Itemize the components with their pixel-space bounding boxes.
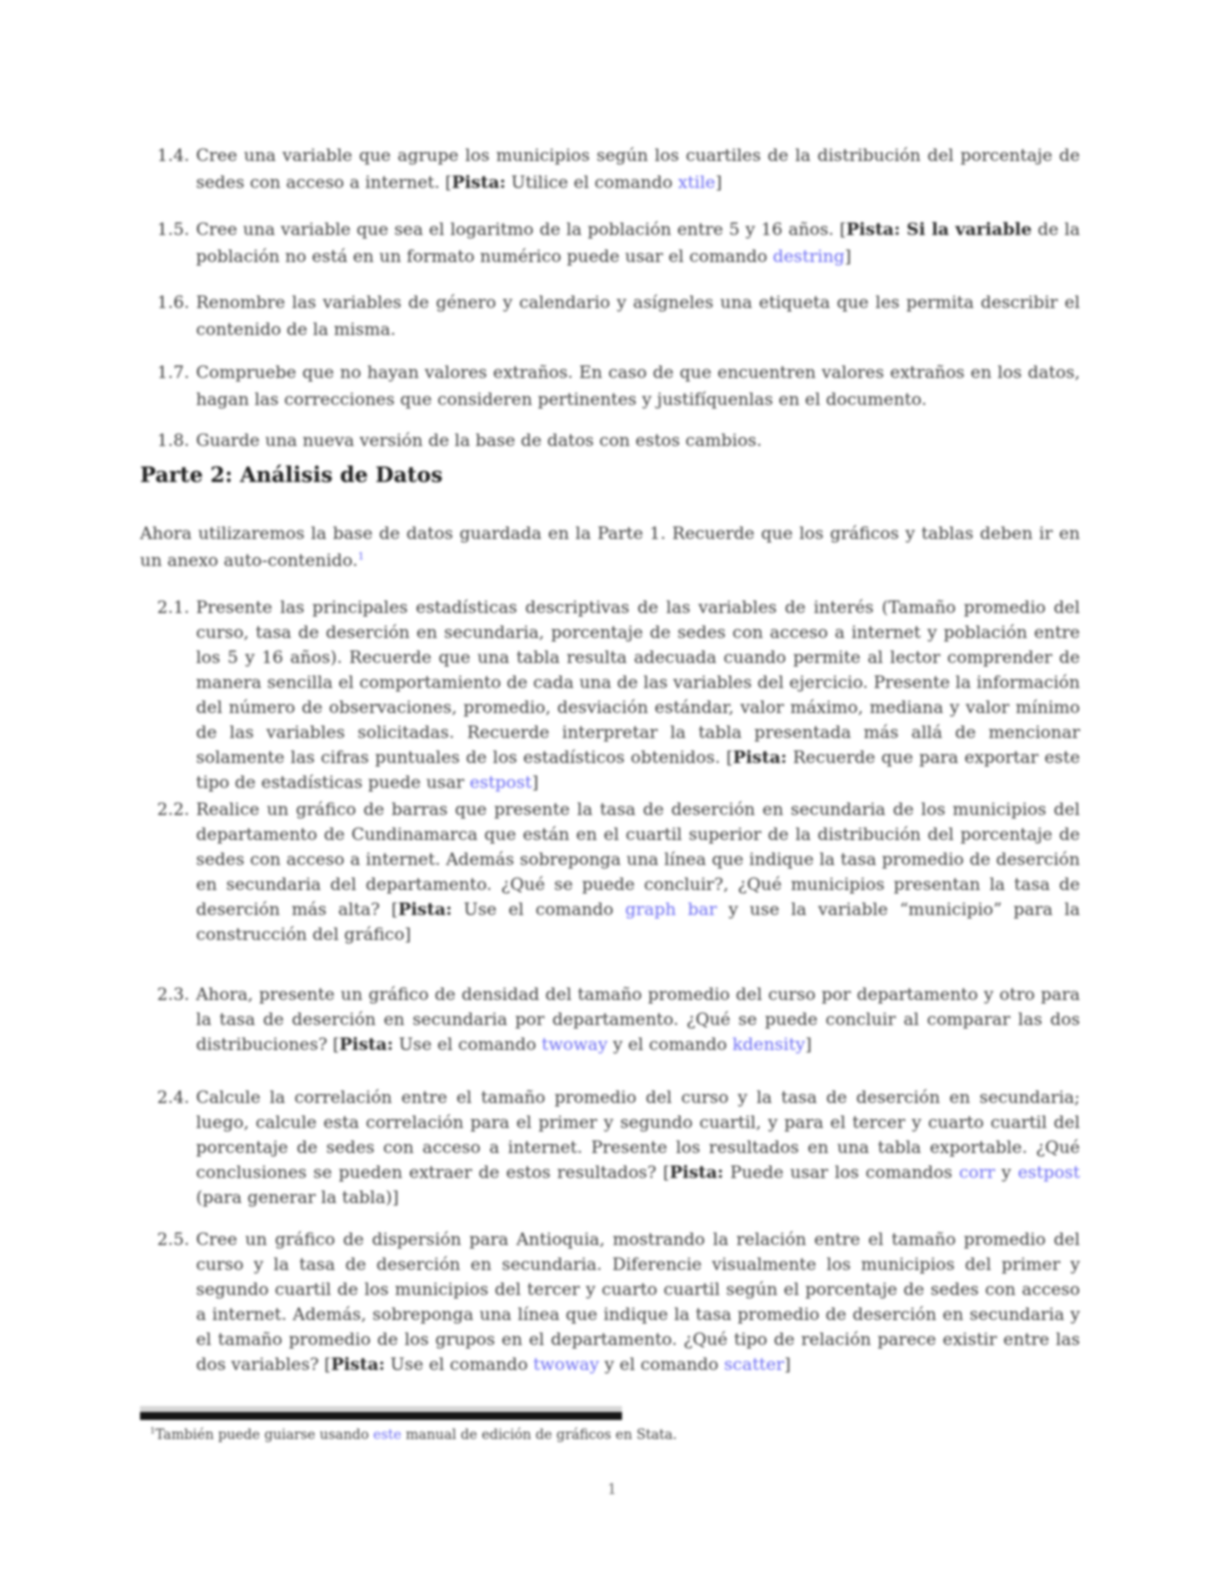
inline-link[interactable]: xtile xyxy=(678,173,716,193)
text-segment: ] xyxy=(531,773,539,793)
item-number: 2.2. xyxy=(157,800,190,820)
text-segment: Use el comando xyxy=(384,1355,534,1375)
inline-link[interactable]: estpost xyxy=(1017,1163,1080,1183)
inline-link[interactable]: estpost xyxy=(469,773,532,793)
text-segment: ] xyxy=(715,173,723,193)
text-segment: Pista: xyxy=(339,1035,394,1055)
text-segment: de la población no está en un formato numérico puede usar el comando xyxy=(196,220,1080,267)
item-text xyxy=(196,143,1080,197)
inline-link[interactable]: scatter xyxy=(723,1355,785,1375)
text-segment: Cree una variable que agrupe los municipios según los cuartiles de la distribución del porcentaje de sedes con acceso a internet. [ xyxy=(196,146,1080,193)
item-text xyxy=(196,290,1080,344)
text-segment: Cree un gráfico de dispersión para Antioquia, mostrando la relación entre el tamaño promedio del curso y la tasa de deserción en secundaria. Diferencie visualmente los municipios del primer y segundo cuartil de los municipios del tercer y cuarto cuartil según el porcentaje de sedes con acceso a internet. Además, sobreponga una línea que indique la tasa promedio de deserción en secundaria y el tamaño promedio de los grupos en el departamento. ¿Qué tipo de relación parece existir entre las dos variables? [ xyxy=(196,1230,1080,1375)
text-segment: Realice un gráfico de barras que presente la tasa de deserción en secundaria de los municipios del departamento de Cundinamarca que están en el cuartil superior de la distribución del porcentaje de sedes con acceso a internet. Además sobreponga una línea que indique la tasa promedio de deserción en secundaria del departamento. ¿Qué se puede concluir?, ¿Qué municipios presentan la tasa de deserción más alta? [ xyxy=(196,800,1080,920)
footnote-rule-bar xyxy=(140,1412,622,1420)
footnote xyxy=(140,1426,1080,1445)
inline-link[interactable]: twoway xyxy=(533,1355,600,1375)
text-segment: 1 xyxy=(150,1425,156,1436)
text-segment: y xyxy=(994,1163,1018,1183)
text-segment: Use el comando xyxy=(452,900,626,920)
item-text xyxy=(196,1228,1080,1378)
text-segment: ] xyxy=(844,247,852,267)
item-text xyxy=(196,1086,1080,1211)
intro-paragraph xyxy=(140,521,1080,575)
text-segment: Pista: xyxy=(398,900,453,920)
item-text xyxy=(196,596,1080,796)
assignment-item-2-3 xyxy=(140,983,1080,1058)
item-number: 2.1. xyxy=(157,598,190,618)
text-segment: Pista: xyxy=(732,748,787,768)
item-text xyxy=(196,217,1080,271)
assignment-item-1-5 xyxy=(140,217,1080,271)
inline-link[interactable]: destring xyxy=(772,247,845,267)
text-segment: Compruebe que no hayan valores extraños. En caso de que encuentren valores extraños en los datos, hagan las correcciones que consideren pertinentes y justifíquenlas en el documento. xyxy=(196,363,1080,410)
text-segment: Presente las principales estadísticas descriptivas de las variables de interés (Tamaño promedio del curso, tasa de deserción en secundaria, porcentaje de sedes con acceso a internet y población entre los 5 y 16 años). Recuerde que una tabla resulta adecuada cuando permite al lector comprender de manera sencilla el comportamiento de cada una de las variables del ejercicio. Presente la información del número de observaciones, promedio, desviación estándar, valor máximo, mediana y valor mínimo de las variables solicitadas. Recuerde interpretar la tabla presentada más allá de mencionar solamente las cifras puntuales de los estadísticos obtenidos. [ xyxy=(196,598,1080,768)
inline-link[interactable]: graph bar xyxy=(625,900,717,920)
text-segment: Pista: Si la variable xyxy=(846,220,1032,240)
item-number: 1.7. xyxy=(157,363,190,383)
item-number: 2.4. xyxy=(157,1088,190,1108)
text-segment: Utilice el comando xyxy=(505,173,679,193)
text-segment: Pista: xyxy=(330,1355,385,1375)
assignment-item-1-7 xyxy=(140,360,1080,414)
footnote-rule xyxy=(140,1406,622,1420)
text-segment: y el comando xyxy=(607,1035,733,1055)
text-segment: ] xyxy=(805,1035,812,1055)
inline-link[interactable]: 1 xyxy=(357,550,365,563)
text-segment: Pista: xyxy=(669,1163,724,1183)
item-number: 1.4. xyxy=(157,146,190,166)
text-segment: y use la variable “municipio” para la construcción del gráfico] xyxy=(196,900,1080,945)
inline-link[interactable]: corr xyxy=(958,1163,995,1183)
item-number: 1.6. xyxy=(157,293,190,313)
assignment-item-2-4 xyxy=(140,1086,1080,1211)
assignment-item-1-4 xyxy=(140,143,1080,197)
item-number: 1.5. xyxy=(157,220,190,240)
assignment-item-1-8 xyxy=(140,428,1080,455)
text-segment: Calcule la correlación entre el tamaño promedio del curso y la tasa de deserción en secundaria; luego, calcule esta correlación para el primer y segundo cuartil, y para el tercer y cuarto cuartil del porcentaje de sedes con acceso a internet. Presente los resultados en una tabla exportable. ¿Qué conclusiones se pueden extraer de estos resultados? [ xyxy=(196,1088,1080,1183)
text-segment: Ahora, presente un gráfico de densidad del tamaño promedio del curso por departamento y otro para la tasa de deserción en secundaria por departamento. ¿Qué se puede concluir al comparar las dos distribuciones? [ xyxy=(196,985,1080,1055)
text-segment: y el comando xyxy=(599,1355,724,1375)
assignment-item-2-2 xyxy=(140,798,1080,948)
text-segment: Ahora utilizaremos la base de datos guardada en la Parte 1. Recuerde que los gráficos y tablas deben ir en un anexo auto-contenido. xyxy=(140,524,1080,571)
item-number: 2.3. xyxy=(157,985,190,1005)
item-number: 1.8. xyxy=(157,431,190,451)
text-segment: (para generar la tabla)] xyxy=(196,1188,399,1208)
text-segment: manual de edición de gráficos en Stata. xyxy=(401,1427,677,1443)
text-segment: Puede usar los comandos xyxy=(723,1163,959,1183)
inline-link[interactable]: este xyxy=(373,1427,402,1443)
assignment-item-2-5 xyxy=(140,1228,1080,1378)
item-text xyxy=(196,798,1080,948)
assignment-item-1-6 xyxy=(140,290,1080,344)
text-segment: Guarde una nueva versión de la base de datos con estos cambios. xyxy=(196,431,762,451)
section-heading: Parte 2: Análisis de Datos xyxy=(140,462,443,487)
item-number: 2.5. xyxy=(157,1230,190,1250)
text-segment: Cree una variable que sea el logaritmo de la población entre 5 y 16 años. [ xyxy=(196,220,847,240)
text-segment: Pista: xyxy=(451,173,506,193)
inline-link[interactable]: twoway xyxy=(541,1035,608,1055)
text-segment: ] xyxy=(784,1355,791,1375)
text-segment: También puede guiarse usando xyxy=(155,1427,374,1443)
item-text xyxy=(196,428,1080,455)
inline-link[interactable]: kdensity xyxy=(732,1035,806,1055)
item-text xyxy=(196,360,1080,414)
page-number: 1 xyxy=(607,1480,617,1498)
text-segment: Use el comando xyxy=(393,1035,542,1055)
text-segment: Renombre las variables de género y calendario y asígneles una etiqueta que les permita describir el contenido de la misma. xyxy=(196,293,1080,340)
assignment-item-2-1 xyxy=(140,596,1080,796)
item-text xyxy=(196,983,1080,1058)
text-segment: Recuerde que para exportar este tipo de estadísticas puede usar xyxy=(196,748,1081,793)
